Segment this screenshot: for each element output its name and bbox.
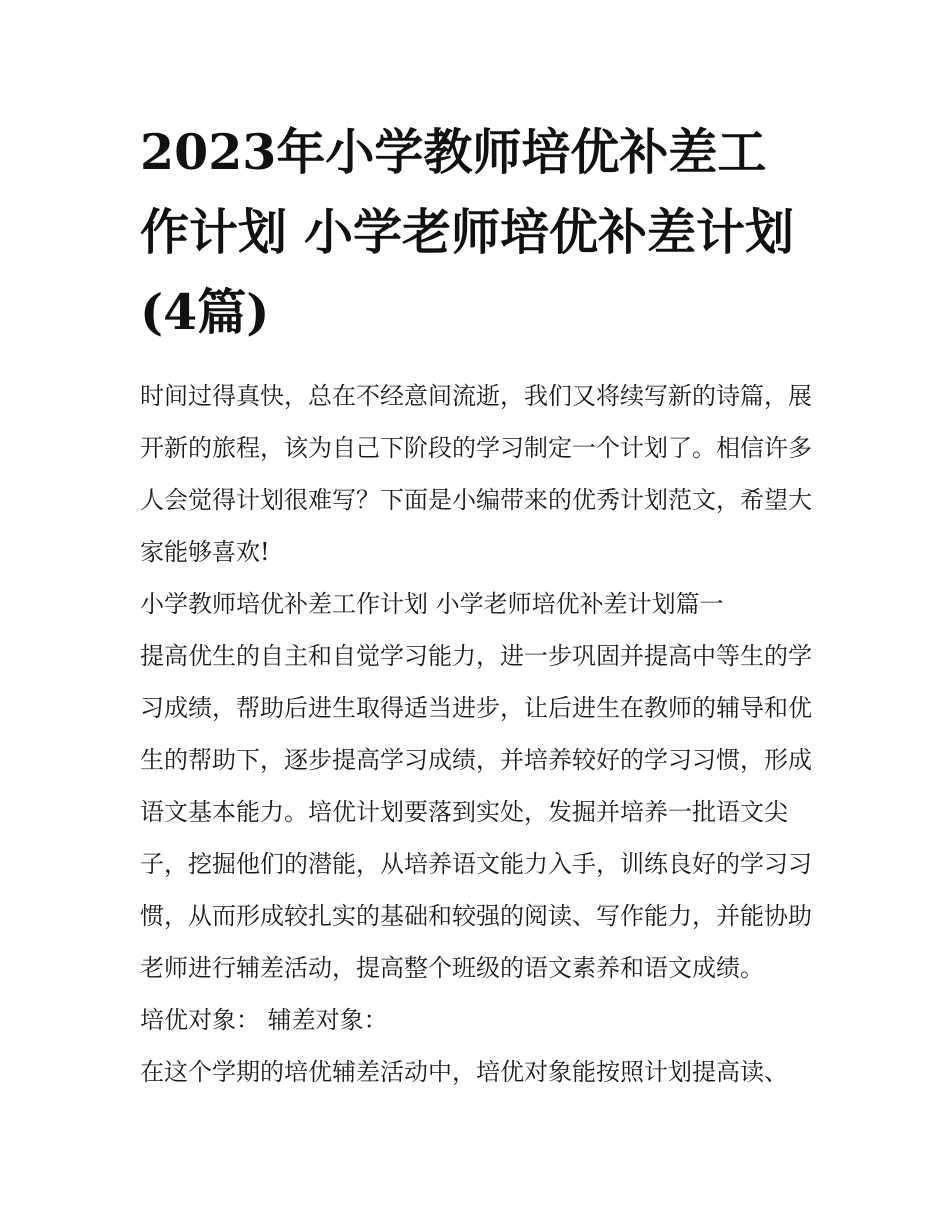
intro-paragraph: 时间过得真快，总在不经意间流逝，我们又将续写新的诗篇，展开新的旅程，该为自己下阶段的学习制定一个计划了。相信许多人会觉得计划很难写？下面是小编带来的优秀计划范文，希望大家能够喜欢! xyxy=(140,382,812,566)
body-paragraph-continued: 在这个学期的培优辅差活动中，培优对象能按照计划提高读、 xyxy=(140,1058,788,1086)
section-heading: 小学教师培优补差工作计划 小学老师培优补差计划篇一 xyxy=(140,590,724,618)
document-page xyxy=(140,112,812,1098)
body-paragraph: 提高优生的自主和自觉学习能力，进一步巩固并提高中等生的学习成绩，帮助后进生取得适当进步，让后进生在教师的辅导和优生的帮助下，逐步提高学习成绩，并培养较好的学习习惯，形成语文基本能力。培优计划要落到实处，发掘并培养一批语文尖子，挖掘他们的潜能，从培养语文能力入手，训练良好的学习习惯，从而形成较扎实的基础和较强的阅读、写作能力，并能协助老师进行辅差活动，提高整个班级的语文素养和语文成绩。 xyxy=(140,642,812,982)
document-title: 2023年小学教师培优补差工作计划 小学老师培优补差计划(4篇) xyxy=(140,123,795,341)
target-label: 培优对象： 辅差对象： xyxy=(140,1006,388,1034)
